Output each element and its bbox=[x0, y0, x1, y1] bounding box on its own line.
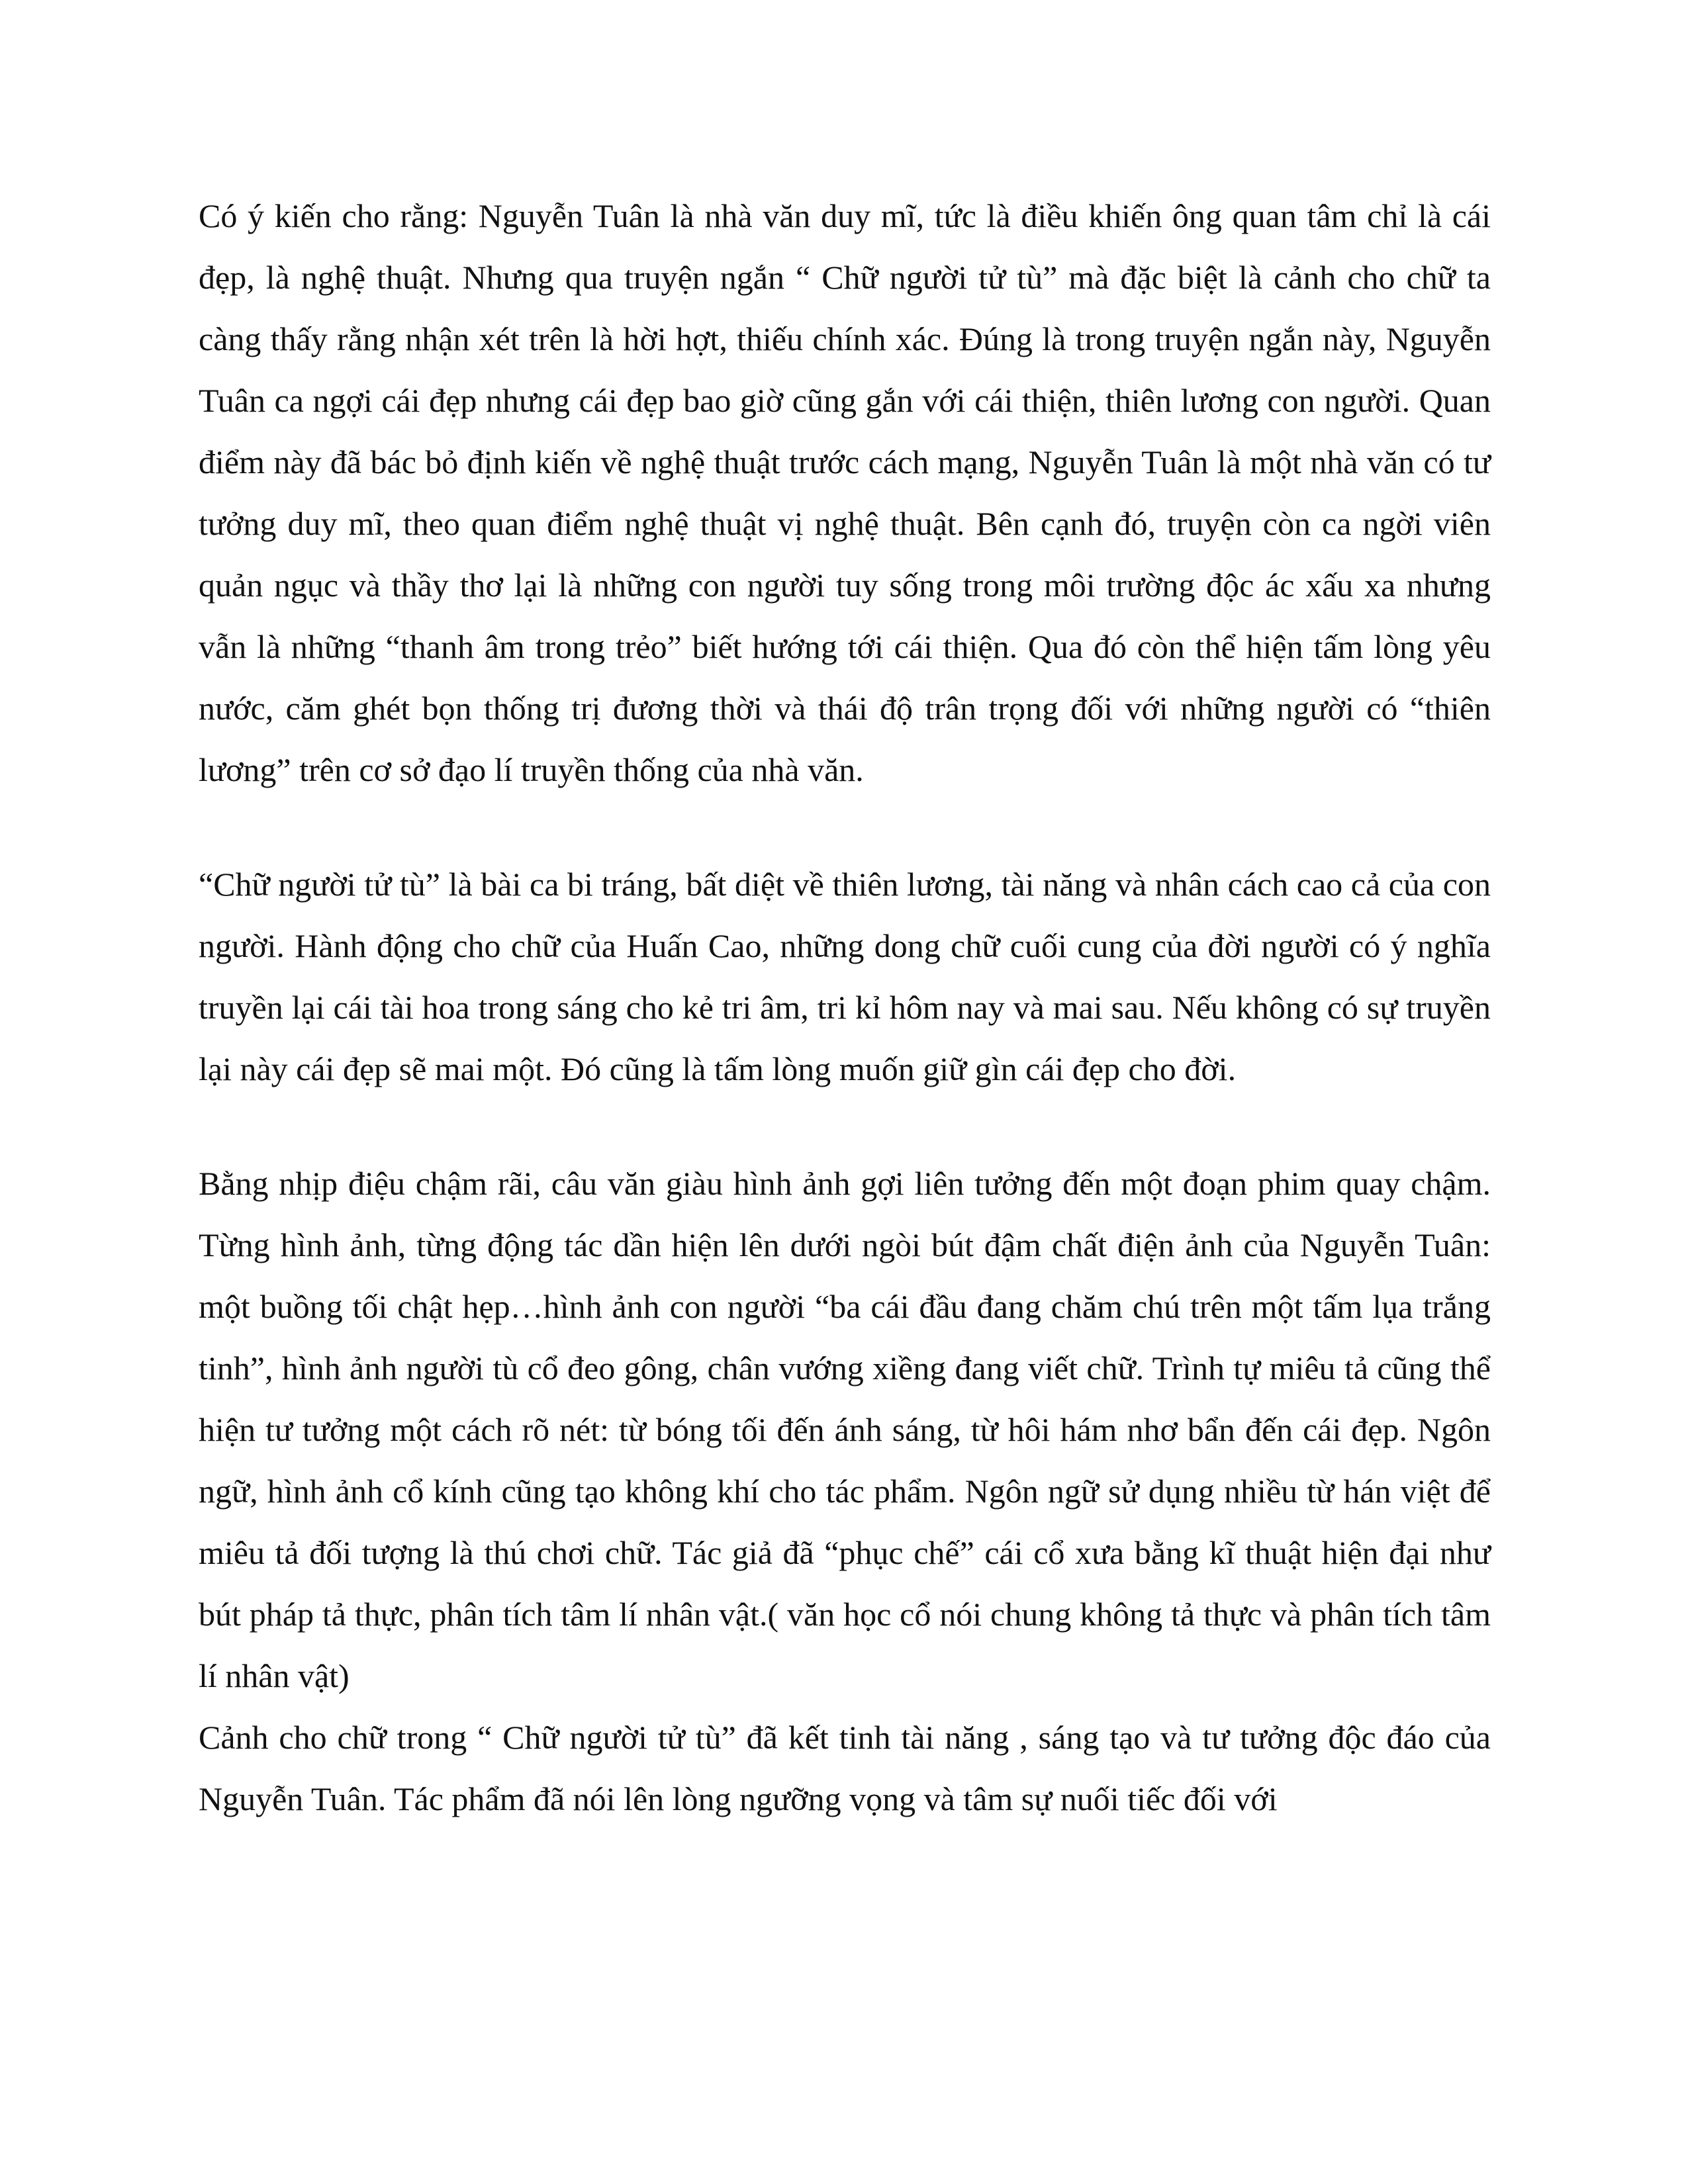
paragraph-1: Có ý kiến cho rằng: Nguyễn Tuân là nhà văn duy mĩ, tức là điều khiến ông quan tâm chỉ là cái đẹp, là nghệ thuật. Nhưng qua truyện ngắn “ Chữ người tử tù” mà đặc biệt là cảnh cho chữ ta càng thấy rằng nhận xét trên là hời hợt, thiếu chính xác. Đúng là trong truyện ngắn này, Nguyễn Tuân ca ngợi cái đẹp nhưng cái đẹp bao giờ cũng gắn với cái thiện, thiên lương con người. Quan điểm này đã bác bỏ định kiến về nghệ thuật trước cách mạng, Nguyễn Tuân là một nhà văn có tư tưởng duy mĩ, theo quan điểm nghệ thuật vị nghệ thuật. Bên cạnh đó, truyện còn ca ngời viên quản ngục và thầy thơ lại là những con người tuy sống trong môi trường độc ác xấu xa nhưng vẫn là những “thanh âm trong trẻo” biết hướng tới cái thiện. Qua đó còn thể hiện tấm lòng yêu nước, căm ghét bọn thống trị đương thời và thái độ trân trọng đối với những người có “thiên lương” trên cơ sở đạo lí truyền thống của nhà văn. bbox=[199, 197, 1491, 788]
paragraph-2: “Chữ người tử tù” là bài ca bi tráng, bất diệt về thiên lương, tài năng và nhân cách cao cả của con người. Hành động cho chữ của Huấn Cao, những dong chữ cuối cung của đời người có ý nghĩa truyền lại cái tài hoa trong sáng cho kẻ tri âm, tri kỉ hôm nay và mai sau. Nếu không có sự truyền lại này cái đẹp sẽ mai một. Đó cũng là tấm lòng muốn giữ gìn cái đẹp cho đời. bbox=[199, 866, 1491, 1087]
document-page bbox=[199, 185, 1491, 1830]
paragraph-3: Bằng nhịp điệu chậm rãi, câu văn giàu hình ảnh gợi liên tưởng đến một đoạn phim quay chậm. Từng hình ảnh, từng động tác dần hiện lên dưới ngòi bút đậm chất điện ảnh của Nguyễn Tuân: một buồng tối chật hẹp…hình ảnh con người “ba cái đầu đang chăm chú trên một tấm lụa trắng tinh”, hình ảnh người tù cổ đeo gông, chân vướng xiềng đang viết chữ. Trình tự miêu tả cũng thể hiện tư tưởng một cách rõ nét: từ bóng tối đến ánh sáng, từ hôi hám nhơ bẩn đến cái đẹp. Ngôn ngữ, hình ảnh cổ kính cũng tạo không khí cho tác phẩm. Ngôn ngữ sử dụng nhiều từ hán việt để miêu tả đối tượng là thú chơi chữ. Tác giả đã “phục chế” cái cổ xưa bằng kĩ thuật hiện đại như bút pháp tả thực, phân tích tâm lí nhân vật.( văn học cổ nói chung không tả thực và phân tích tâm lí nhân vật) bbox=[199, 1165, 1491, 1694]
paragraph-4: Cảnh cho chữ trong “ Chữ người tử tù” đã kết tinh tài năng , sáng tạo và tư tưởng độc đáo của Nguyễn Tuân. Tác phẩm đã nói lên lòng ngưỡng vọng và tâm sự nuối tiếc đối với bbox=[199, 1719, 1491, 1817]
